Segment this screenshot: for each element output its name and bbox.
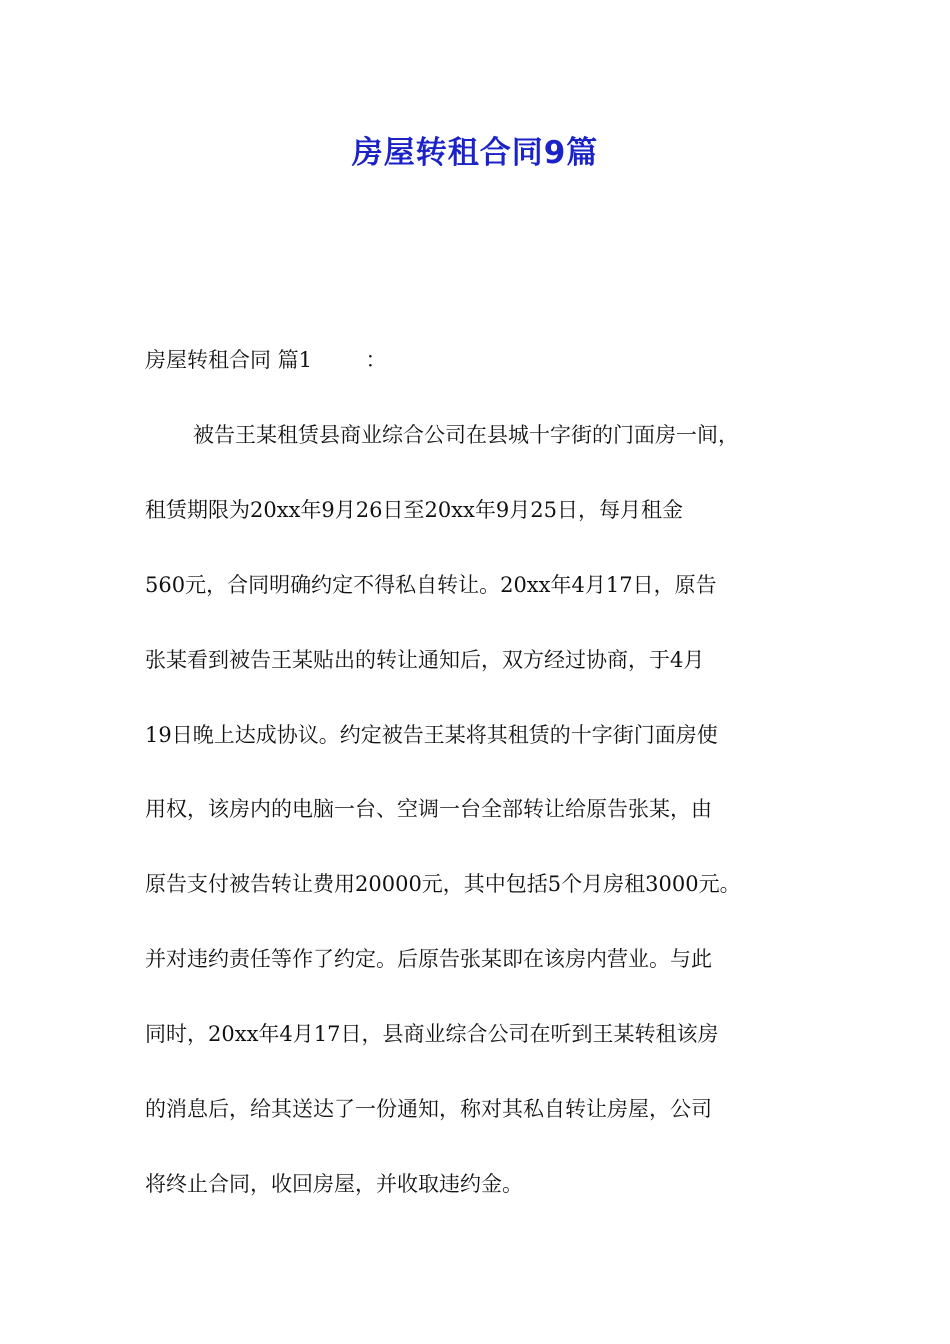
paragraph-line: 的消息后，给其送达了一份通知，称对其私自转让房屋，公司 [145, 1097, 712, 1122]
paragraph-line: 租赁期限为20xx年9月26日至20xx年9月25日，每月租金 [145, 497, 683, 522]
section-heading: 房屋转租合同 篇1 ： [145, 348, 387, 372]
paragraph-line: 用权，该房内的电脑一台、空调一台全部转让给原告张某，由 [145, 797, 712, 822]
paragraph-line: 同时，20xx年4月17日，县商业综合公司在听到王某转租该房 [145, 1022, 719, 1047]
paragraph-line: 张某看到被告王某贴出的转让通知后，双方经过协商，于4月 [145, 647, 705, 672]
paragraph-line: 19日晚上达成协议。约定被告王某将其租赁的十字街门面房使 [145, 722, 718, 747]
paragraph-line: 原告支付被告转让费用20000元，其中包括5个月房租3000元。 [145, 872, 741, 897]
paragraph-line: 并对违约责任等作了约定。后原告张某即在该房内营业。与此 [145, 947, 712, 972]
document-title: 房屋转租合同9篇 [351, 135, 599, 171]
paragraph-line: 560元，合同明确约定不得私自转让。20xx年4月17日，原告 [145, 572, 717, 597]
paragraph-line: 被告王某租赁县商业综合公司在县城十字街的门面房一间， [193, 423, 739, 447]
paragraph-line: 将终止合同，收回房屋，并收取违约金。 [145, 1171, 523, 1196]
body-paragraph [145, 415, 810, 1239]
